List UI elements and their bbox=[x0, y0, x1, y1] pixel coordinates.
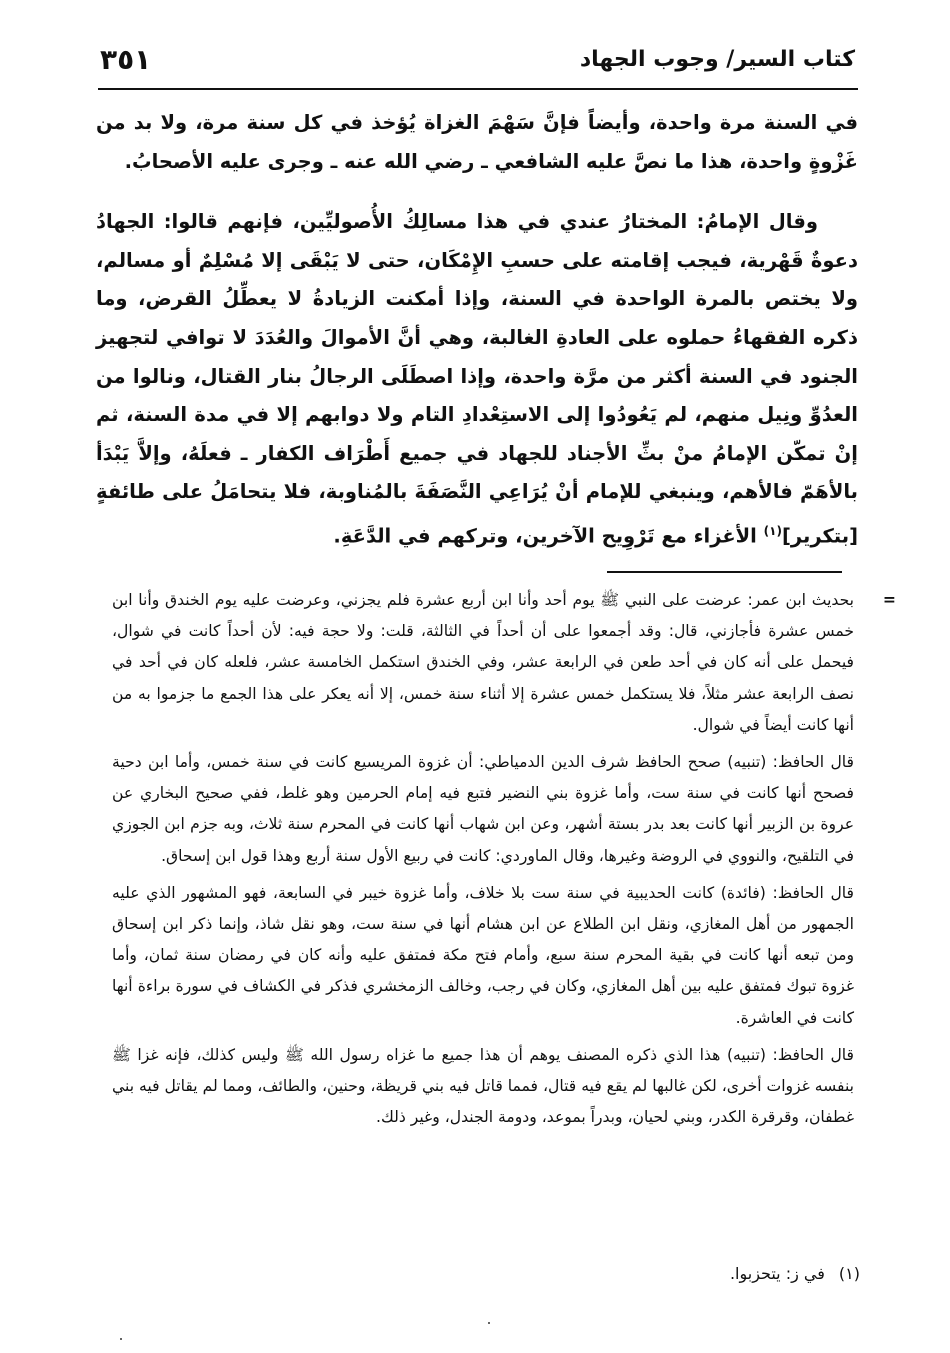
page-header bbox=[100, 34, 855, 84]
page-number: ٣٥١ bbox=[100, 42, 152, 76]
header-rule bbox=[98, 88, 858, 90]
note-4: قال الحافظ: (تنبيه) هذا الذي ذكره المصنف يوهم أن هذا جميع ما غزاه رسول الله ﷺ وليس كذلك، فإنه غزا ﷺ بنفسه غزوات أخرى، لكن غالبها لم يقع فيه قتال، فمما قاتل فيه بني قريظة، وحنين، والطائف، ومما لم يقاتل فيه بني غطفان، وقرقرة الكدر، وبني لحيان، وبدراً بموعد، ودومة الجندل، وغير ذلك. bbox=[112, 1045, 854, 1127]
running-title: كتاب السير/ وجوب الجهاد bbox=[579, 46, 855, 72]
footnote-number: (١) bbox=[838, 1264, 860, 1283]
footnote-text: في ز: يتحزبوا. bbox=[729, 1264, 825, 1283]
main-paragraph-1: في السنة مرة واحدة، وأيضاً فإنَّ سَهْمَ الغزاة يُؤخذ في كل سنة مرة، ولا بد من غَزْوةٍ واحدة، هذا ما نصَّ عليه الشافعي ـ رضي الله عنه ـ وجرى عليه الأصحابُ. bbox=[96, 111, 858, 173]
main-paragraph-2-part-b: الأغزاء مع تَرْوِيح الآخرين، وتركهم في الدَّعَةِ. bbox=[333, 524, 764, 548]
scan-speck bbox=[120, 1338, 122, 1340]
notes-separator bbox=[607, 571, 842, 573]
main-paragraph-2 bbox=[96, 203, 858, 556]
footnote-reference: (١) bbox=[763, 523, 782, 538]
scan-speck bbox=[488, 1322, 490, 1324]
notes-section bbox=[112, 585, 896, 1133]
note-1 bbox=[112, 585, 896, 741]
footnote bbox=[730, 1264, 860, 1283]
continuation-mark: = bbox=[882, 591, 896, 609]
note-1-text: بحديث ابن عمر: عرضت على النبي ﷺ يوم أحد وأنا ابن أربع عشرة فلم يجزني، وعرضت عليه يوم الخندق وأنا ابن خمس عشرة فأجازني، قال: وقد أجمعوا على أن أحداً في الثالثة، قلت: ولا حجة فيه: لأن أحداً كانت في شوال، فيحمل على أنه كان في أحد طعن في الرابعة عشر، وفي الخندق استكمل الخامسة عشر، فلعله كان في أحد في نصف الرابعة عشر مثلاً، فلا يستكمل خمس عشرة إلا أثناء سنة خمس، إلا أنه يعكر على هذا الجمع ما جزموا به من أنها كانت أيضاً في شوال. bbox=[112, 591, 854, 734]
note-3: قال الحافظ: (فائدة) كانت الحديبية في سنة ست بلا خلاف، وأما غزوة خيبر في السابعة، فهو المشهور الذي عليه الجمهور من أهل المغازي، ونقل ابن الطلاع عن ابن هشام أنها في سنة ست، وهو نقل شاذ، وإنما ذكر ابن إسحاق ومن تبعه أنها كانت في بقية المحرم سنة سبع، وأمام فتح مكة فمتفق عليه وأنه كان في رمضان سنة ثمان، وأما غزوة تبوك فمتفق عليه بين أهل المغازي، وكان في رجب، وخالف الزمخشري فذكر في الكشاف في سورة براءة أنها كانت في العاشرة. bbox=[112, 883, 854, 1027]
main-text bbox=[96, 104, 858, 556]
note-2: قال الحافظ: (تنبيه) صحح الحافظ شرف الدين الدمياطي: أن غزوة المريسيع كانت في سنة خمس، وأما ابن دحية فصحح أنها كانت في سنة ست، وأما غزوة بني النضير فتبع فيه إمام الحرمين وهو غلط، ففي صحيح البخاري عن عروة بن الزبير أنها كانت بعد بدر بستة أشهر، وعن ابن شهاب أنها كانت في المحرم سنة ثلاث، وبه جزم ابن الجوزي في التلقيح، والنووي في الروضة وغيرها، وقال الماوردي: كانت في ربيع الأول سنة أربع وهذا قول ابن إسحاق. bbox=[112, 753, 854, 865]
main-paragraph-2-part-a: وقال الإمامُ: المختارُ عندي في هذا مسالِكُ الأُصوليِّين، فإنهم قالوا: الجهادُ دعوةٌ قَهْرية، فيجب إقامته على حسبِ الإِمْكَان، حتى لا يَبْقَى إلا مُسْلِمٌ أو مسالم، ولا يختص بالمرة الواحدة في السنة، وإذا أمكنت الزيادةُ لا يعطِّلُ القرض، وما ذكره الفقهاءُ حملوه على العادةِ الغالبة، وهي أنَّ الأموالَ والعُدَدَ لا توافي لتجهيز الجنود في السنة أكثر من مرَّة واحدة، وإذا اصطَلَى الرجالُ بنار القتال، ونالوا من العدُوِّ ونِيل منهم، لم يَعُودُوا إلى الاستِعْدادِ التام ولا دوابهم إلا في مدة السنة، ثم إنْ تمكّن الإمامُ منْ بثِّ الأجناد للجهاد في جميع أَطْرَاف الكفار ـ فعلَهُ، وإلاَّ يَبْدَأ بالأهَمّ فالأهم، وينبغي للإمام أنْ يُرَاعِي النَّصَفَةَ بالمُناوبة، فلا يتحامَلُ على طائفةٍ [بتكرير] bbox=[96, 210, 858, 548]
